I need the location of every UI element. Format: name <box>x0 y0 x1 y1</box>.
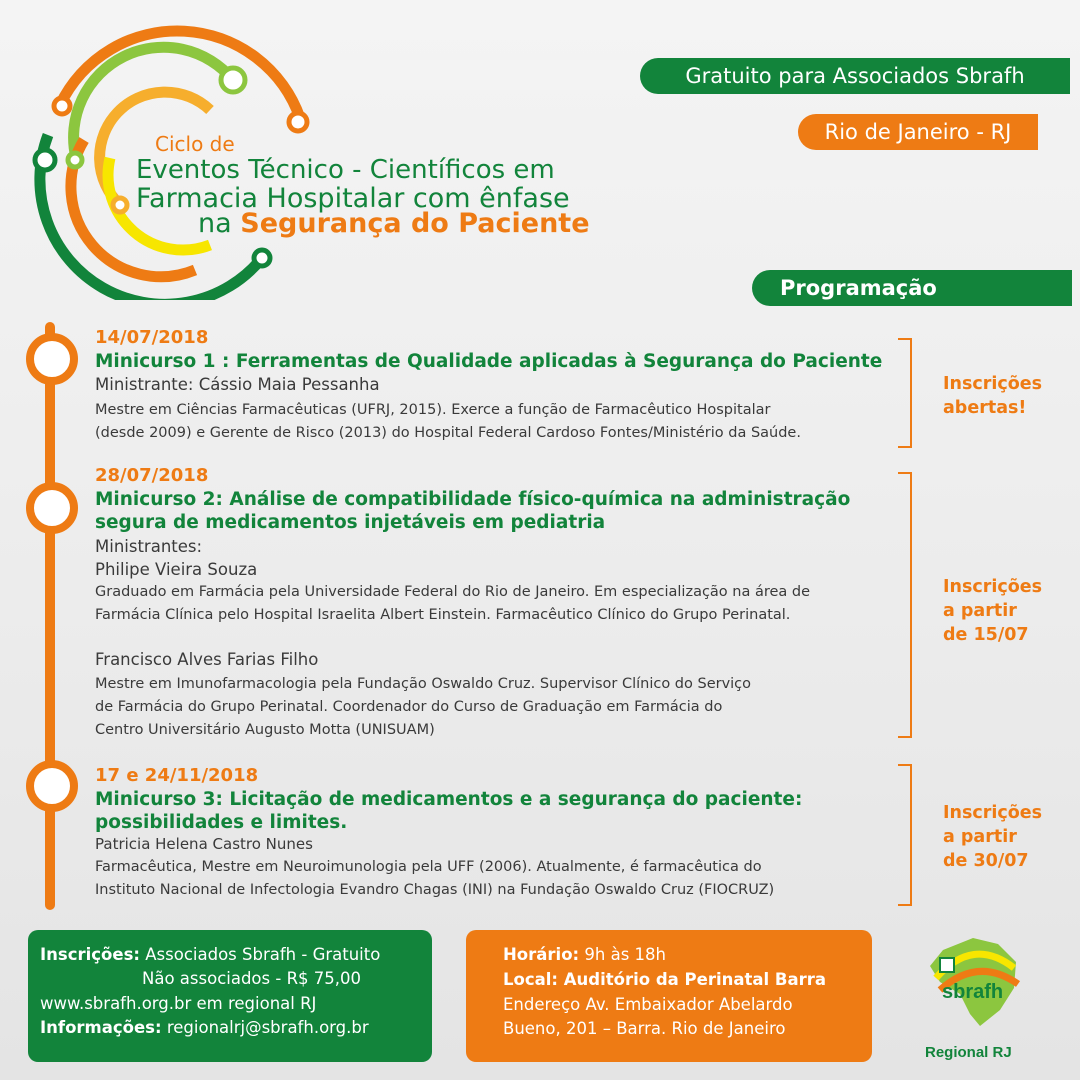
event-3-title-line-1: Minicurso 3: Licitação de medicamentos e a segurança do paciente: <box>95 789 803 810</box>
insc-nao-assoc: Não associados - R$ 75,00 <box>142 969 362 988</box>
title-line-1: Eventos Técnico - Científicos em <box>136 155 555 185</box>
timeline-dot-2 <box>26 482 78 534</box>
event-2-inscricoes <box>943 575 1042 647</box>
badge-location: Rio de Janeiro - RJ <box>798 114 1038 150</box>
sbrafh-logo <box>918 928 1030 1040</box>
timeline-line <box>45 322 55 910</box>
event-1-bio-line-1: Mestre em Ciências Farmacêuticas (UFRJ, 2015). Exerce a função de Farmacêutico Hospitalar <box>95 402 771 418</box>
event-3-inscricoes <box>943 801 1042 873</box>
event-2-speaker-1-bio <box>95 581 810 627</box>
event-1-bracket <box>898 338 912 448</box>
event-1-bio-line-2: (desde 2009) e Gerente de Risco (2013) do Hospital Federal Cardoso Fontes/Ministério da Saúde. <box>95 425 801 441</box>
info-line <box>40 1018 369 1037</box>
timeline-dot-3 <box>26 760 78 812</box>
info-label: Informações: <box>40 1018 162 1037</box>
horario-label: Horário: <box>503 945 580 964</box>
event-2-title-line-2: segura de medicamentos injetáveis em pediatria <box>95 512 606 533</box>
event-3-bracket <box>898 764 912 906</box>
regional-rj-label: Regional RJ <box>925 1044 1012 1061</box>
badge-gratuito: Gratuito para Associados Sbrafh <box>640 58 1070 94</box>
event-3-insc-line-3: de 30/07 <box>943 851 1029 871</box>
insc-label: Inscrições: <box>40 945 141 964</box>
event-1-bio <box>95 399 801 445</box>
event-2-insc-line-2: a partir <box>943 601 1017 621</box>
insc-assoc-line <box>40 945 380 964</box>
title-line-3 <box>198 208 590 239</box>
event-2-speakers-label: Ministrantes: <box>95 537 203 556</box>
website-link[interactable]: www.sbrafh.org.br em regional RJ <box>40 994 317 1013</box>
event-3-insc-line-2: a partir <box>943 827 1017 847</box>
event-2-speaker-2-bio <box>95 673 751 742</box>
event-1-insc-line-1: Inscrições <box>943 374 1043 394</box>
local-line: Local: Auditório da Perinatal Barra <box>503 970 827 989</box>
endereco-line-1: Endereço Av. Embaixador Abelardo <box>503 995 793 1014</box>
event-2-bracket <box>898 472 912 738</box>
event-3-date: 17 e 24/11/2018 <box>95 765 259 786</box>
event-2-date: 28/07/2018 <box>95 465 209 486</box>
event-3-speaker: Patricia Helena Castro Nunes <box>95 835 313 853</box>
title-line-3-prefix: na <box>198 208 232 239</box>
event-3-bio-line-1: Farmacêutica, Mestre em Neuroimunologia pela UFF (2006). Atualmente, é farmacêutica do <box>95 859 762 875</box>
event-2-insc-line-1: Inscrições <box>943 577 1043 597</box>
event-1-title: Minicurso 1 : Ferramentas de Qualidade aplicadas à Segurança do Paciente <box>95 351 883 372</box>
title-ciclo-de: Ciclo de <box>155 132 235 156</box>
event-1-inscricoes <box>943 372 1042 420</box>
event-1-insc-line-2: abertas! <box>943 398 1027 418</box>
timeline-dot-1 <box>26 333 78 385</box>
horario-value: 9h às 18h <box>584 945 667 964</box>
event-3-bio-line-2: Instituto Nacional de Infectologia Evandro Chagas (INI) na Fundação Oswaldo Cruz (FIOCRUZ) <box>95 882 775 898</box>
event-3-insc-line-1: Inscrições <box>943 803 1043 823</box>
sbrafh-brand-text: sbrafh <box>942 981 1004 1003</box>
event-2-speaker-1: Philipe Vieira Souza <box>95 560 258 579</box>
horario-line <box>503 945 666 964</box>
info-email[interactable]: regionalrj@sbrafh.org.br <box>166 1018 369 1037</box>
event-2-speaker-1-bio-line-2: Farmácia Clínica pelo Hospital Israelita Albert Einstein. Farmacêutico Clínico do Grupo Perinatal. <box>95 607 791 623</box>
event-2-speaker-1-bio-line-1: Graduado em Farmácia pela Universidade Federal do Rio de Janeiro. Em especialização na área de <box>95 584 811 600</box>
endereco-line-2: Bueno, 201 – Barra. Rio de Janeiro <box>503 1019 786 1038</box>
event-2-insc-line-3: de 15/07 <box>943 625 1029 645</box>
event-1-speaker: Ministrante: Cássio Maia Pessanha <box>95 375 380 394</box>
event-3-bio <box>95 856 774 902</box>
event-2-speaker-2-bio-line-2: de Farmácia do Grupo Perinatal. Coordenador do Curso de Graduação em Farmácia do <box>95 699 723 715</box>
title-line-2: Farmacia Hospitalar com ênfase <box>136 183 570 214</box>
event-2-title <box>95 488 850 534</box>
event-2-speaker-2-bio-line-1: Mestre em Imunofarmacologia pela Fundação Oswaldo Cruz. Supervisor Clínico do Serviço <box>95 676 752 692</box>
event-2-speaker-2: Francisco Alves Farias Filho <box>95 650 319 669</box>
event-3-title-line-2: possibilidades e limites. <box>95 812 348 833</box>
title-highlight: Segurança do Paciente <box>240 208 590 239</box>
event-3-title <box>95 788 802 834</box>
badge-programacao: Programação <box>752 270 1072 306</box>
event-2-title-line-1: Minicurso 2: Análise de compatibilidade físico-química na administração <box>95 489 851 510</box>
insc-assoc: Associados Sbrafh - Gratuito <box>145 945 381 964</box>
event-2-speaker-2-bio-line-3: Centro Universitário Augusto Motta (UNISUAM) <box>95 722 435 738</box>
event-1-date: 14/07/2018 <box>95 327 209 348</box>
event-2-speakers <box>95 535 257 581</box>
